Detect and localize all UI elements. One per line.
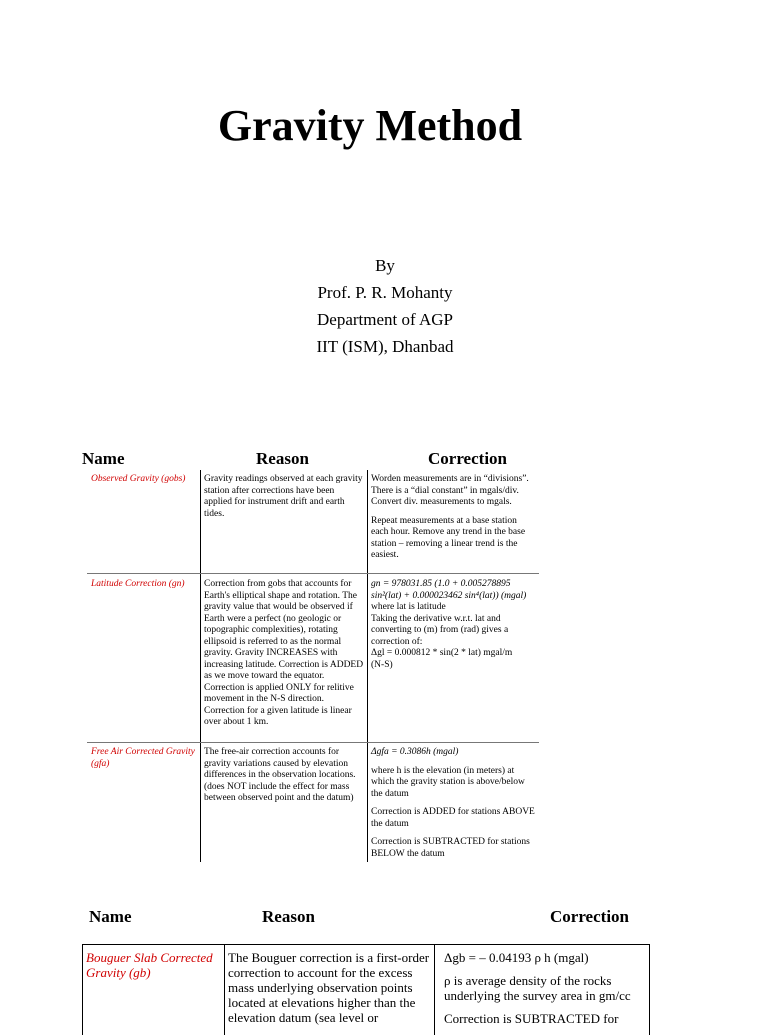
table1-row-separator: [87, 742, 539, 743]
table2-header-name: Name: [89, 907, 132, 926]
correction-line: where h is the elevation (in meters) at which the gravity station is above/below the datum: [371, 765, 525, 799]
correction-line: Δgl = 0.000812 * sin(2 * lat) mgal/m: [371, 648, 513, 658]
table1-row1-reason: Gravity readings observed at each gravity station after corrections have been applied for instrument drift and earth tides.: [204, 474, 363, 519]
correction-line: gn = 978031.85 (1.0 + 0.005278895 sin²(lat) + 0.000023462 sin⁴(lat)) (mgal): [371, 579, 527, 601]
table1-row1-name: Observed Gravity (gobs): [91, 474, 186, 484]
correction-line: Repeat measurements at a base station each hour. Remove any trend in the base station – removing a linear trend is the easiest.: [371, 515, 526, 560]
table1-row1-correction: [371, 474, 536, 569]
table2-header-reason: Reason: [262, 907, 315, 926]
correction-line: Worden measurements are in “divisions”. There is a “dial constant” in mgals/div. Convert div. measurements to mgals.: [371, 474, 529, 507]
correction-line: Δgb = – 0.04193 ρ h (mgal): [444, 950, 589, 965]
table1-header-reason: Reason: [256, 449, 309, 468]
table1-row3-correction: [371, 747, 536, 867]
table1-row2-correction: [371, 579, 536, 671]
table1-divider-1: [200, 470, 201, 862]
table1-row3-name: Free Air Corrected Gravity (gfa): [91, 747, 195, 769]
table2-border-left: [82, 945, 83, 1035]
table1-header-correction: Correction: [428, 449, 507, 468]
correction-line: (N-S): [371, 659, 393, 670]
table2-divider-2: [434, 945, 435, 1035]
correction-line: where lat is latitude: [371, 602, 446, 612]
author-department: Department of AGP: [317, 310, 453, 329]
correction-line: Δgfa = 0.3086h (mgal): [371, 747, 459, 757]
table1-divider-2: [367, 470, 368, 862]
table2-border-right: [649, 945, 650, 1035]
author-name: Prof. P. R. Mohanty: [317, 283, 453, 302]
correction-table-1: [87, 470, 539, 862]
correction-line: Correction is ADDED for stations ABOVE the datum: [371, 807, 535, 829]
correction-line: Taking the derivative w.r.t. lat and converting to (m) from (rad) gives a correction of:: [371, 613, 509, 647]
table2-row1-reason: The Bouguer correction is a first-order correction to account for the excess mass underlying observation points located at elevations higher than the elevation datum (sea level or: [228, 950, 430, 1025]
table1-row3-reason: The free-air correction accounts for gravity variations caused by elevation differences in the observation locations. (does NOT include the effect for mass between observed point and the datum): [204, 747, 356, 803]
table2-row1-correction: [444, 950, 644, 1034]
table1-row-separator: [87, 573, 539, 574]
correction-line: Correction is SUBTRACTED for stations BELOW the datum: [371, 837, 530, 859]
correction-table-2: [82, 944, 650, 1035]
page-title: Gravity Method: [217, 101, 523, 150]
table2-header-correction: Correction: [550, 907, 629, 926]
table2-divider-1: [224, 945, 225, 1035]
author-institute: IIT (ISM), Dhanbad: [316, 337, 454, 356]
byline-by: By: [375, 256, 395, 275]
table1-header-name: Name: [82, 449, 125, 468]
table1-row2-name: Latitude Correction (gn): [91, 579, 185, 589]
table1-row2-reason: Correction from gobs that accounts for Earth's elliptical shape and rotation. The gravity value that would be observed if Earth were a perfect (no geologic or topographic complexities), rotating ellipsoid is referred to as the normal gravity. Gravity INCREASES with increasing latitude. Correction is ADDED as we move toward the equator. Correction is applied ONLY for relitive movement in the N-S direction. Correction for a given latitude is linear over about 1 km.: [204, 579, 364, 727]
table2-row1-name: Bouguer Slab Corrected Gravity (gb): [86, 950, 213, 980]
correction-line: ρ is average density of the rocks underlying the survey area in gm/cc: [444, 973, 631, 1003]
correction-line: Correction is SUBTRACTED for: [444, 1011, 619, 1026]
